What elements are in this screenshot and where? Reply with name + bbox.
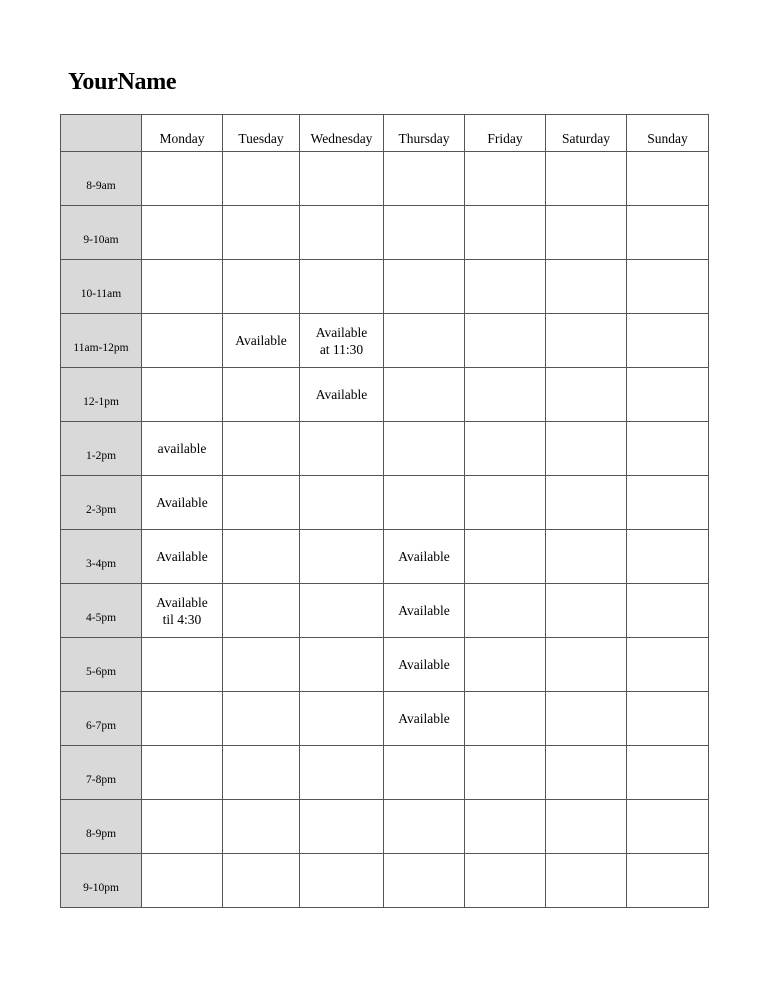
schedule-cell-tuesday: [223, 260, 300, 314]
schedule-cell-thursday: [384, 152, 465, 206]
schedule-cell-monday: [142, 584, 223, 638]
schedule-cell-saturday: [546, 746, 627, 800]
header-monday: Monday: [142, 115, 223, 152]
cell-text: Available: [398, 657, 450, 672]
schedule-cell-tuesday: [223, 746, 300, 800]
schedule-cell-monday: [142, 746, 223, 800]
cell-text: Available: [315, 387, 368, 402]
schedule-cell-wednesday: [300, 422, 384, 476]
cell-text: Available: [156, 549, 208, 564]
schedule-cell-monday: [142, 206, 223, 260]
time-slot-label: 11am-12pm: [61, 314, 142, 368]
schedule-cell-sunday: [627, 314, 709, 368]
schedule-cell-sunday: [627, 260, 709, 314]
table-row: [61, 584, 709, 638]
table-row: [61, 206, 709, 260]
schedule-cell-saturday: [546, 584, 627, 638]
schedule-cell-thursday: [384, 314, 465, 368]
header-tuesday: Tuesday: [223, 115, 300, 152]
schedule-cell-friday: [465, 638, 546, 692]
table-row: [61, 746, 709, 800]
schedule-cell-wednesday: [300, 530, 384, 584]
schedule-cell-monday: [142, 638, 223, 692]
schedule-cell-saturday: [546, 314, 627, 368]
schedule-cell-tuesday: [223, 476, 300, 530]
schedule-cell-tuesday: [223, 800, 300, 854]
schedule-cell-saturday: [546, 368, 627, 422]
schedule-cell-tuesday: [223, 584, 300, 638]
schedule-cell-friday: [465, 152, 546, 206]
schedule-cell-tuesday: [223, 530, 300, 584]
time-slot-label: 3-4pm: [61, 530, 142, 584]
cell-text: Available: [315, 324, 368, 340]
schedule-cell-friday: [465, 584, 546, 638]
table-row: [61, 530, 709, 584]
table-row: [61, 692, 709, 746]
schedule-cell-wednesday: [300, 206, 384, 260]
schedule-cell-monday: [142, 476, 223, 530]
schedule-cell-saturday: [546, 530, 627, 584]
time-slot-label: 12-1pm: [61, 368, 142, 422]
schedule-cell-thursday: [384, 746, 465, 800]
time-slot-label: 6-7pm: [61, 692, 142, 746]
schedule-cell-saturday: [546, 260, 627, 314]
schedule-cell-saturday: [546, 152, 627, 206]
weekly-schedule-table: [60, 114, 709, 908]
schedule-cell-thursday: [384, 368, 465, 422]
cell-text: Available: [156, 495, 208, 510]
schedule-cell-thursday: [384, 260, 465, 314]
schedule-cell-sunday: [627, 152, 709, 206]
corner-cell: [61, 115, 142, 152]
time-slot-label: 7-8pm: [61, 746, 142, 800]
schedule-cell-thursday: [384, 800, 465, 854]
schedule-cell-wednesday: [300, 260, 384, 314]
schedule-cell-saturday: [546, 854, 627, 908]
schedule-cell-wednesday: [300, 584, 384, 638]
schedule-cell-friday: [465, 476, 546, 530]
time-slot-label: 9-10pm: [61, 854, 142, 908]
schedule-cell-thursday: [384, 692, 465, 746]
schedule-cell-friday: [465, 368, 546, 422]
schedule-cell-sunday: [627, 476, 709, 530]
schedule-cell-sunday: [627, 854, 709, 908]
schedule-cell-wednesday: [300, 368, 384, 422]
time-slot-label: 10-11am: [61, 260, 142, 314]
table-row: [61, 152, 709, 206]
time-slot-label: 8-9am: [61, 152, 142, 206]
schedule-cell-wednesday: [300, 746, 384, 800]
schedule-cell-monday: [142, 152, 223, 206]
table-row: [61, 260, 709, 314]
schedule-cell-thursday: [384, 530, 465, 584]
schedule-cell-monday: [142, 692, 223, 746]
table-row: [61, 368, 709, 422]
schedule-cell-sunday: [627, 584, 709, 638]
schedule-cell-monday: [142, 800, 223, 854]
schedule-cell-tuesday: [223, 422, 300, 476]
schedule-cell-thursday: [384, 854, 465, 908]
schedule-cell-wednesday: [300, 152, 384, 206]
time-slot-label: 8-9pm: [61, 800, 142, 854]
schedule-cell-sunday: [627, 368, 709, 422]
schedule-cell-thursday: [384, 422, 465, 476]
schedule-cell-saturday: [546, 476, 627, 530]
cell-text: Available: [398, 603, 450, 618]
schedule-cell-tuesday: [223, 314, 300, 368]
schedule-body: [61, 152, 709, 908]
schedule-cell-tuesday: [223, 854, 300, 908]
schedule-cell-saturday: [546, 206, 627, 260]
schedule-cell-wednesday: [300, 800, 384, 854]
schedule-cell-sunday: [627, 800, 709, 854]
schedule-cell-thursday: [384, 206, 465, 260]
cell-text: available: [157, 441, 207, 456]
schedule-cell-wednesday: [300, 638, 384, 692]
header-row: [61, 115, 709, 152]
schedule-cell-tuesday: [223, 152, 300, 206]
schedule-cell-wednesday: [300, 476, 384, 530]
schedule-cell-friday: [465, 530, 546, 584]
cell-text: Available: [235, 333, 287, 348]
cell-text: Available: [156, 594, 208, 610]
schedule-cell-monday: [142, 260, 223, 314]
schedule-cell-monday: [142, 422, 223, 476]
schedule-cell-friday: [465, 746, 546, 800]
table-row: [61, 476, 709, 530]
header-thursday: Thursday: [384, 115, 465, 152]
schedule-cell-friday: [465, 800, 546, 854]
time-slot-label: 5-6pm: [61, 638, 142, 692]
schedule-cell-thursday: [384, 584, 465, 638]
schedule-cell-sunday: [627, 638, 709, 692]
schedule-cell-tuesday: [223, 692, 300, 746]
header-saturday: Saturday: [546, 115, 627, 152]
table-row: [61, 638, 709, 692]
schedule-cell-saturday: [546, 638, 627, 692]
cell-text: Available: [398, 549, 450, 564]
schedule-cell-wednesday: [300, 692, 384, 746]
schedule-cell-monday: [142, 368, 223, 422]
cell-text: til 4:30: [162, 611, 202, 627]
schedule-cell-friday: [465, 206, 546, 260]
schedule-cell-tuesday: [223, 206, 300, 260]
schedule-cell-sunday: [627, 206, 709, 260]
schedule-cell-saturday: [546, 692, 627, 746]
time-slot-label: 9-10am: [61, 206, 142, 260]
schedule-cell-tuesday: [223, 638, 300, 692]
schedule-cell-saturday: [546, 800, 627, 854]
schedule-cell-sunday: [627, 422, 709, 476]
table-row: [61, 854, 709, 908]
schedule-cell-friday: [465, 692, 546, 746]
schedule-cell-saturday: [546, 422, 627, 476]
schedule-cell-monday: [142, 314, 223, 368]
table-row: [61, 800, 709, 854]
header-wednesday: Wednesday: [300, 115, 384, 152]
time-slot-label: 1-2pm: [61, 422, 142, 476]
schedule-cell-friday: [465, 422, 546, 476]
cell-text: Available: [398, 711, 450, 726]
table-row: [61, 314, 709, 368]
schedule-cell-wednesday: [300, 314, 384, 368]
header-sunday: Sunday: [627, 115, 709, 152]
schedule-cell-friday: [465, 260, 546, 314]
schedule-cell-sunday: [627, 692, 709, 746]
table-row: [61, 422, 709, 476]
schedule-cell-wednesday: [300, 854, 384, 908]
schedule-cell-thursday: [384, 638, 465, 692]
schedule-cell-monday: [142, 530, 223, 584]
schedule-cell-thursday: [384, 476, 465, 530]
schedule-cell-sunday: [627, 746, 709, 800]
schedule-cell-tuesday: [223, 368, 300, 422]
header-friday: Friday: [465, 115, 546, 152]
time-slot-label: 2-3pm: [61, 476, 142, 530]
cell-text: at 11:30: [319, 341, 364, 357]
time-slot-label: 4-5pm: [61, 584, 142, 638]
schedule-cell-monday: [142, 854, 223, 908]
page-title: YourName: [68, 69, 177, 95]
schedule-cell-sunday: [627, 530, 709, 584]
schedule-cell-friday: [465, 314, 546, 368]
schedule-cell-friday: [465, 854, 546, 908]
